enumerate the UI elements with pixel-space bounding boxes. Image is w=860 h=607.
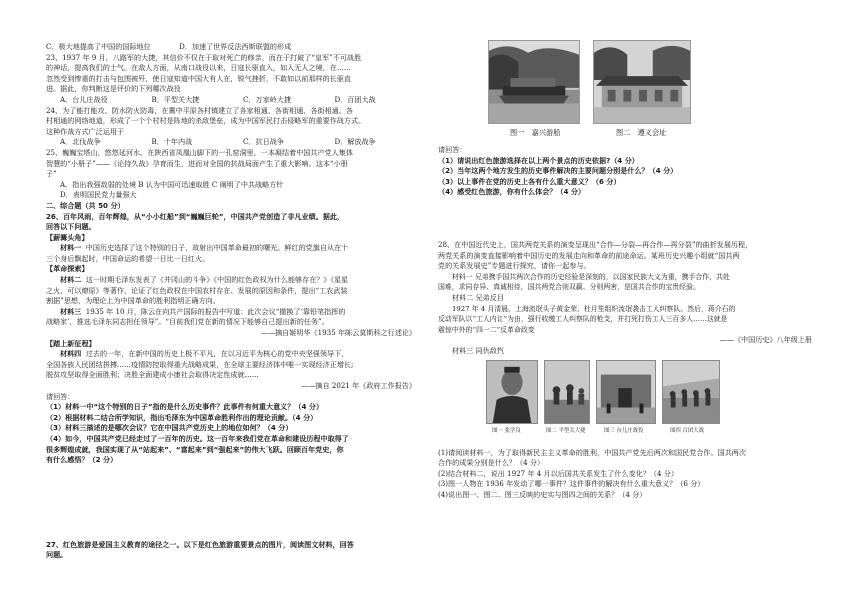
q27-stem: 27、红色旅游是爱国主义教育的途径之一。以下是红色旅游重要景点的图片，阅读图文材料，回答 bbox=[46, 539, 354, 549]
q23-options bbox=[46, 95, 426, 106]
text-line: 中国历史选择了这个特别的日子，故射出中国革命最初的曙光。鲜红的党旗自从在十 bbox=[85, 243, 349, 253]
text-line: 过去的一年，在新中国的历史上极不平凡，在以习近平为核心的党中央坚强领导下， bbox=[85, 349, 349, 359]
sub-question: (3)图一人物在 1936 年发动了哪一事件？这件事件的解决有什么重大意义？（6 分） bbox=[438, 479, 705, 489]
text-line: 全国各族人民团结拼搏……疫情防控取得重大战略成果，在全球主要经济体中唯一实现经济正增长; bbox=[46, 359, 354, 369]
option-b: B．十年内战 bbox=[151, 137, 193, 147]
question-24 bbox=[46, 106, 426, 148]
material-label: 材料四 bbox=[60, 349, 82, 359]
text-line: 23、1937 年 9 月，八路军的大捷，其信价不仅在于取对死亡的修亲，而在于打破了“皇军”不可战胜 bbox=[46, 52, 362, 62]
sub-question: （1）材料一中“这个特别的日子”指的是什么历史事件？此事件有何重大意义？（4 分） bbox=[46, 402, 324, 412]
q27-photos bbox=[438, 40, 822, 145]
text-line: 的神话，提高我们的士气。在敌人方面，从南口战役以来，日寇长驱直入，如入无人之境，在…… bbox=[46, 63, 352, 73]
question-26 bbox=[46, 212, 426, 466]
material-label: 材料三 bbox=[60, 306, 82, 316]
sub-question: （4）如今，中国共产党已经走过了一百年的历史。这一百年来我们党在革命和建设历程中取得了 bbox=[46, 433, 349, 443]
sub-question: (1)请阅读材料一，为了取得新民主主义革命的胜利，中国共产党先后两次和国民党合作。国共两次 bbox=[438, 447, 746, 457]
photo-caption: 图三 台儿庄战役 bbox=[604, 427, 644, 434]
sub-question: （2）当年这两个地方发生的历史事件解决的主要问题分别是什么？（4 分） bbox=[438, 166, 678, 176]
text-line: 三个身后飘起时，中国命运的希望一日比一日红火。 bbox=[46, 253, 210, 263]
photo-caption: 图二 平型关大捷 bbox=[546, 427, 586, 434]
answer-prompt: 请回答： bbox=[438, 145, 467, 154]
text-line: 之火，可以燎原》等著作，论证了红色政权在中国农村存在、发展的原因和条件，提出“工农武装 bbox=[46, 285, 348, 295]
sub-question: (2)结合材料二，说出 1927 年 4 月以后国共关系发生了什么变化？（4 分） bbox=[438, 468, 678, 478]
q27-sub-questions bbox=[438, 156, 822, 198]
q28-photos bbox=[438, 360, 822, 444]
subsection-title: 【薪篝头角】 bbox=[46, 232, 89, 242]
left-column bbox=[46, 42, 426, 561]
text-line: 脱贫攻坚取得全面胜利；决胜全面建成小康社会取得决定性成就…… bbox=[46, 370, 259, 380]
city-gate-photo bbox=[596, 360, 656, 424]
option-c: C．抗日战争 bbox=[243, 137, 284, 147]
material-three-title: 材料三 同仇敌忾 bbox=[452, 345, 504, 355]
portrait-photo bbox=[486, 360, 538, 424]
text-line: 子” bbox=[46, 169, 57, 179]
question-23 bbox=[46, 53, 426, 106]
material-one: 材料一 兄弟携手国共两次合作的历史经验是深刻的，以国家民族大义为重，携手合作，共赴 bbox=[452, 272, 730, 281]
sub-question: （2）根据材料二结合所学知识，指出毛泽东为中国革命胜利作出的理论贡献。（4 分） bbox=[46, 412, 318, 422]
source-citation: ——摘自 2021 年《政府工作报告》 bbox=[301, 381, 416, 390]
text-line: 这种作战方式广泛运用于 bbox=[46, 126, 125, 136]
jiaxing-boat-photo bbox=[488, 40, 580, 124]
question-27 bbox=[46, 540, 426, 561]
zunyi-site-photo bbox=[593, 40, 691, 124]
photo-caption: 图四 百团大战 bbox=[670, 427, 705, 434]
text-line: 1935 年 10 月，陈云在向共产国际的报告中写道：此次会议“撤换了‘靠铅笔指挥的 bbox=[85, 306, 346, 316]
sub-question: 很多辉煌成就，我国实现了从“站起来”、“富起来”到“强起来”的伟大飞跃。回顾百年党史，你 bbox=[46, 444, 344, 454]
battle-photo bbox=[544, 360, 590, 424]
text-line: 割据”思想，为理论上为中国革命的胜利指明正确方向。 bbox=[46, 296, 220, 306]
troops-photo bbox=[662, 360, 720, 424]
text-line: 震惊中外的“四一二”反革命政变 bbox=[438, 325, 535, 334]
subsection-title: 【革命探索】 bbox=[46, 264, 89, 274]
option-b: B．平型关大捷 bbox=[151, 94, 200, 104]
q25-options-abc: A．指出我强敌弱的处境 B 认为中国可迅速取胜 C 阐明了中共战略方针 bbox=[60, 179, 284, 189]
q26-stem: 26、百年风雨，百年辉煌，从“小小红船”到“巍巍巨轮”，中国共产党创造了非凡业绩。据此， bbox=[46, 211, 345, 221]
text-line: 进。据此，你判断这是评价的下列哪次战役 bbox=[46, 84, 181, 94]
option-c: C．万家岭大捷 bbox=[243, 94, 291, 104]
sub-question: 合作的成果分别是什么？（4 分） bbox=[438, 458, 545, 468]
sub-question: 有什么感悟？（2 分） bbox=[46, 455, 118, 465]
material-label: 材料一 bbox=[60, 243, 82, 253]
option-a: A．北伐战争 bbox=[60, 137, 101, 147]
answer-prompt: 请回答： bbox=[46, 391, 75, 401]
text-line: 村相通的网络地道，形成了一个个村村是阵地的杀敌堡垒，成为中国军民打击侵略军的重要作战方式。 bbox=[46, 116, 366, 126]
answer-space bbox=[438, 198, 822, 240]
q26-stem: 回答以下问题。 bbox=[46, 222, 96, 232]
sub-question: （3）材料三描述的是哪次会议？它在中国共产党历史上的地位如何？（4 分） bbox=[46, 423, 293, 433]
sub-question: （4）感受红色旅游，你有什么体会？（4 分） bbox=[438, 187, 586, 197]
q24-options bbox=[46, 137, 426, 148]
text-line: 反动军队以“工人内讧”为由，强行收缴工人纠察队的枪支，并打死打伤工人三百多人……这就是 bbox=[438, 315, 728, 324]
option-d: D．解放战争 bbox=[334, 137, 376, 147]
text-line: 国难，求同存异、真诚相待，国共两党合则双赢、分则两害，是国共合作的宝贵经验。 bbox=[438, 283, 700, 292]
text-line: 24、为了能打能攻、防水防火防毒，在冀中平原各村镇建立了各家相通、各街相通、各街相通、各 bbox=[46, 105, 353, 115]
option-d: D．百团大战 bbox=[334, 94, 376, 104]
option-a: A．台儿庄战役 bbox=[60, 94, 108, 104]
text-line: 党的关系发展史”专题进行探究，请你一起参与。 bbox=[438, 261, 591, 271]
sub-question: (4)说出图一、图二、图三反映的史实与图四之间的关系？（4 分） bbox=[438, 489, 647, 499]
question-28 bbox=[438, 240, 822, 501]
photo-caption: 图一 张学良 bbox=[492, 427, 521, 434]
text-line: 这一时期毛泽东发表了《井冈山的斗争》《中国的红色政权为什么能够存在？》《星星 bbox=[85, 275, 349, 285]
section-title: 二、综合题（共 50 分） bbox=[46, 200, 125, 210]
source-citation: ——《中国历史》八年级上册 bbox=[719, 335, 812, 345]
question-25 bbox=[46, 148, 426, 201]
q27-stem: 问题。 bbox=[46, 550, 68, 560]
material-label: 材料二 bbox=[60, 275, 82, 285]
text-line: 两党关系的演变直接影响着中国历史的发展走向和革命的前途命运。某班历史兴趣小组就“国共两 bbox=[438, 250, 740, 260]
right-column bbox=[438, 40, 822, 500]
text-line: 25、巍巍宝塔山，悠悠延河水。在陕西省凤凰山脚下的一孔窑洞里，一本凝结着中国共产党人集体 bbox=[46, 147, 353, 157]
figure-caption: 图一 嘉兴游船 bbox=[510, 128, 561, 137]
material-two-title: 材料二 兄弟反目 bbox=[452, 292, 504, 302]
text-line: 战略家’，推选毛泽东同志担任领导”。“目前我们党在新的情况下能够自己提出新的任务”。 bbox=[46, 317, 329, 327]
answer-space bbox=[46, 466, 426, 540]
sub-question: （1）请说出红色旅游选择在以上两个景点的历史依据?（4 分） bbox=[438, 155, 639, 165]
sub-question: （3）以上事件在党的历史上各有什么重大意义？（6 分） bbox=[438, 176, 621, 186]
subsection-title: 【踏上新征程】 bbox=[46, 338, 96, 348]
q25-option-d: D．表明国民党力量强大 bbox=[60, 190, 137, 200]
text-line: 1927 年 4 月清晨，上海流氓头子黄金荣、杜月笙组织流氓袭击工人纠察队。然后，蒋介石的 bbox=[452, 304, 736, 313]
figure-caption: 图二 遵义会址 bbox=[616, 128, 667, 137]
text-line: 智慧的“小册子”——《论持久战》孕育而生，进而对全国的抗战局面产生了重大影响。这本“小册 bbox=[46, 158, 348, 168]
source-citation: ——摘自姬明华《1935 年陈云莫斯科之行述论》 bbox=[260, 328, 416, 338]
q22-options: C．极大地提高了中国的国际地位 D．加速了世界反法西斯联盟的形成 bbox=[46, 42, 292, 51]
text-line: 忽然受到惨重的打击与包围被歼，使日寇知道中国大有人在，锐气挫折，不敢如以前那样的长驱直 bbox=[46, 73, 352, 83]
text-line: 28、在中国近代史上，国共两党关系的演变呈现出“合作—分裂—再合作—再分裂”的曲折发展历程， bbox=[438, 239, 753, 249]
